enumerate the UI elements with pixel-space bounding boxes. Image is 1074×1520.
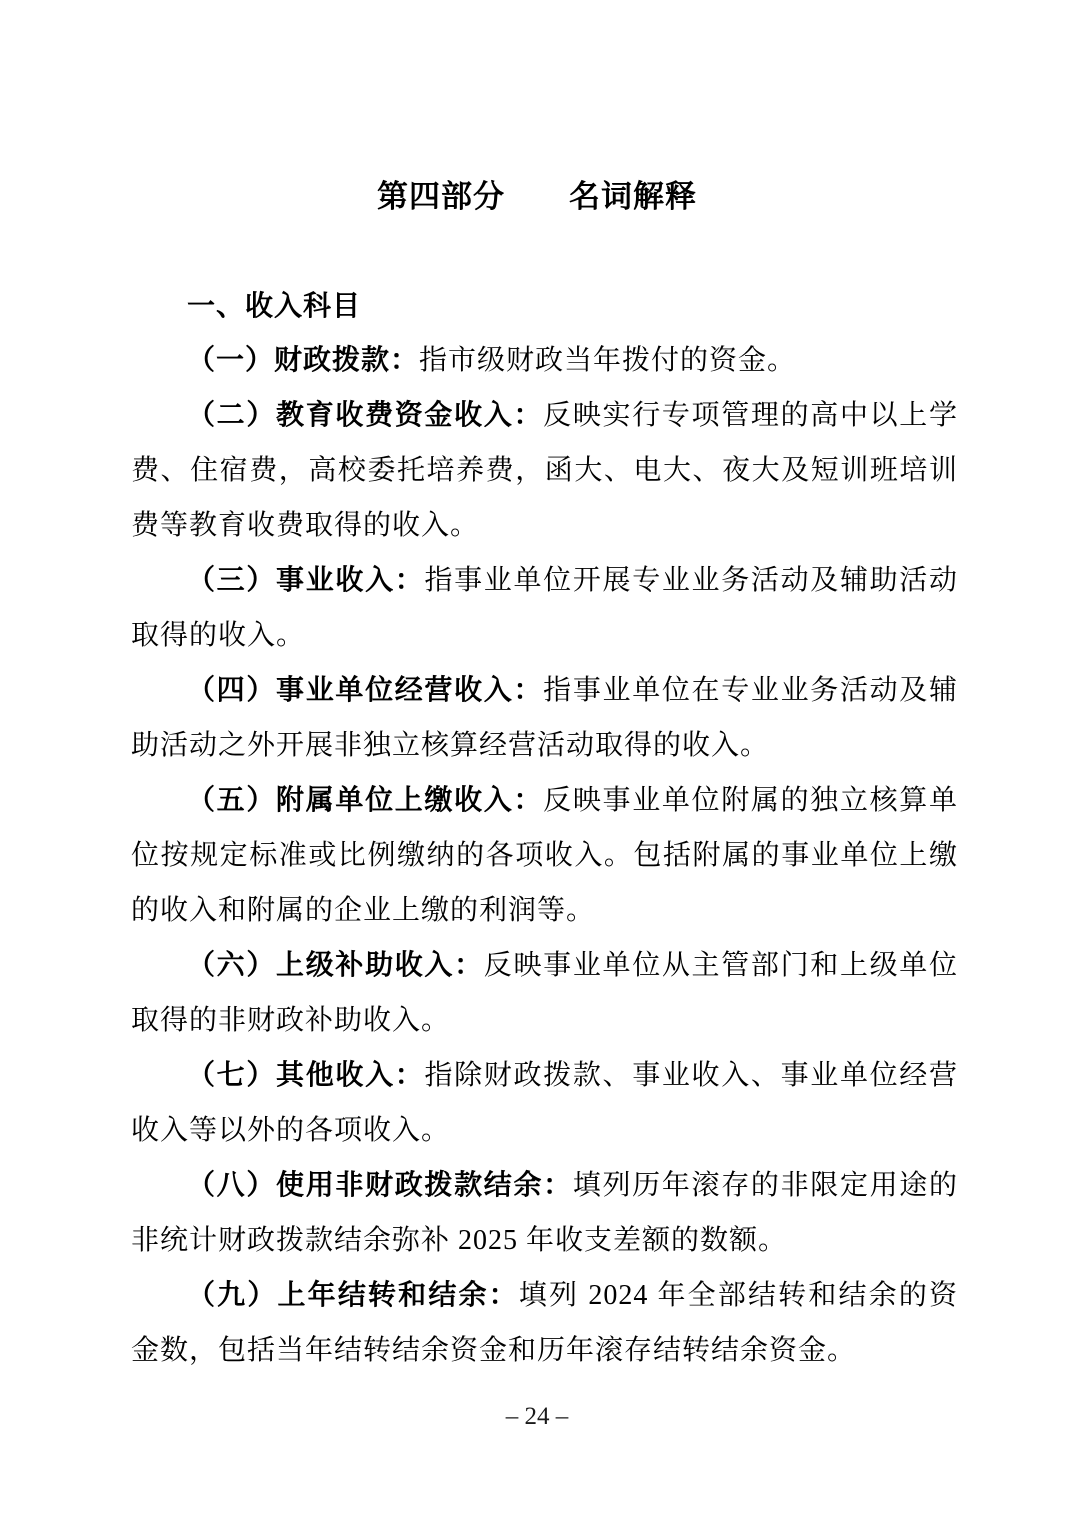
term-label: （八）使用非财政拨款结余： bbox=[187, 1170, 573, 1201]
definition-item-6 bbox=[131, 938, 958, 1048]
term-label: （五）附属单位上缴收入： bbox=[187, 785, 544, 816]
term-label: （九）上年结转和结余： bbox=[187, 1280, 519, 1311]
definition-text: 指市级财政当年拨付的资金。 bbox=[419, 345, 797, 376]
definition-text: 反映事业单位附属的独立核算单位按规定标准或比例缴纳的各项收入。包括附属的事业单位上缴的收入和附属的企业上缴的利润等。 bbox=[131, 785, 958, 926]
definition-text: 反映实行专项管理的高中以上学费、住宿费，高校委托培养费，函大、电大、夜大及短训班培训费等教育收费取得的收入。 bbox=[131, 400, 958, 541]
definition-text: 指事业单位在专业业务活动及辅助活动之外开展非独立核算经营活动取得的收入。 bbox=[131, 675, 958, 761]
term-label: （六）上级补助收入： bbox=[187, 950, 484, 981]
term-label: （一）财政拨款： bbox=[187, 345, 420, 376]
definition-item-5 bbox=[131, 773, 958, 938]
definition-item-8 bbox=[131, 1158, 958, 1268]
definition-item-3 bbox=[131, 553, 958, 663]
definition-text: 指事业单位开展专业业务活动及辅助活动取得的收入。 bbox=[131, 565, 958, 651]
definition-item-2 bbox=[131, 388, 958, 553]
page-number: – 24 – bbox=[505, 1403, 569, 1430]
term-label: （七）其他收入： bbox=[187, 1060, 425, 1091]
definition-text: 反映事业单位从主管部门和上级单位取得的非财政补助收入。 bbox=[131, 950, 958, 1036]
definition-item-7 bbox=[131, 1048, 958, 1158]
definition-text: 填列 2024 年全部结转和结余的资金数，包括当年结转结余资金和历年滚存结转结余资金。 bbox=[131, 1280, 958, 1366]
definition-text: 指除财政拨款、事业收入、事业单位经营收入等以外的各项收入。 bbox=[131, 1060, 958, 1146]
term-label: （三）事业收入： bbox=[187, 565, 425, 596]
section-heading-income: 一、收入科目 bbox=[187, 290, 362, 321]
document-title: 第四部分 名词解释 bbox=[377, 179, 697, 214]
term-label: （二）教育收费资金收入： bbox=[187, 400, 544, 431]
document-body bbox=[131, 278, 958, 1378]
definition-item-1 bbox=[131, 333, 958, 388]
definition-item-4 bbox=[131, 663, 958, 773]
term-label: （四）事业单位经营收入： bbox=[187, 675, 544, 706]
definition-item-9 bbox=[131, 1268, 958, 1378]
definition-text: 填列历年滚存的非限定用途的非统计财政拨款结余弥补 2025 年收支差额的数额。 bbox=[131, 1170, 958, 1256]
